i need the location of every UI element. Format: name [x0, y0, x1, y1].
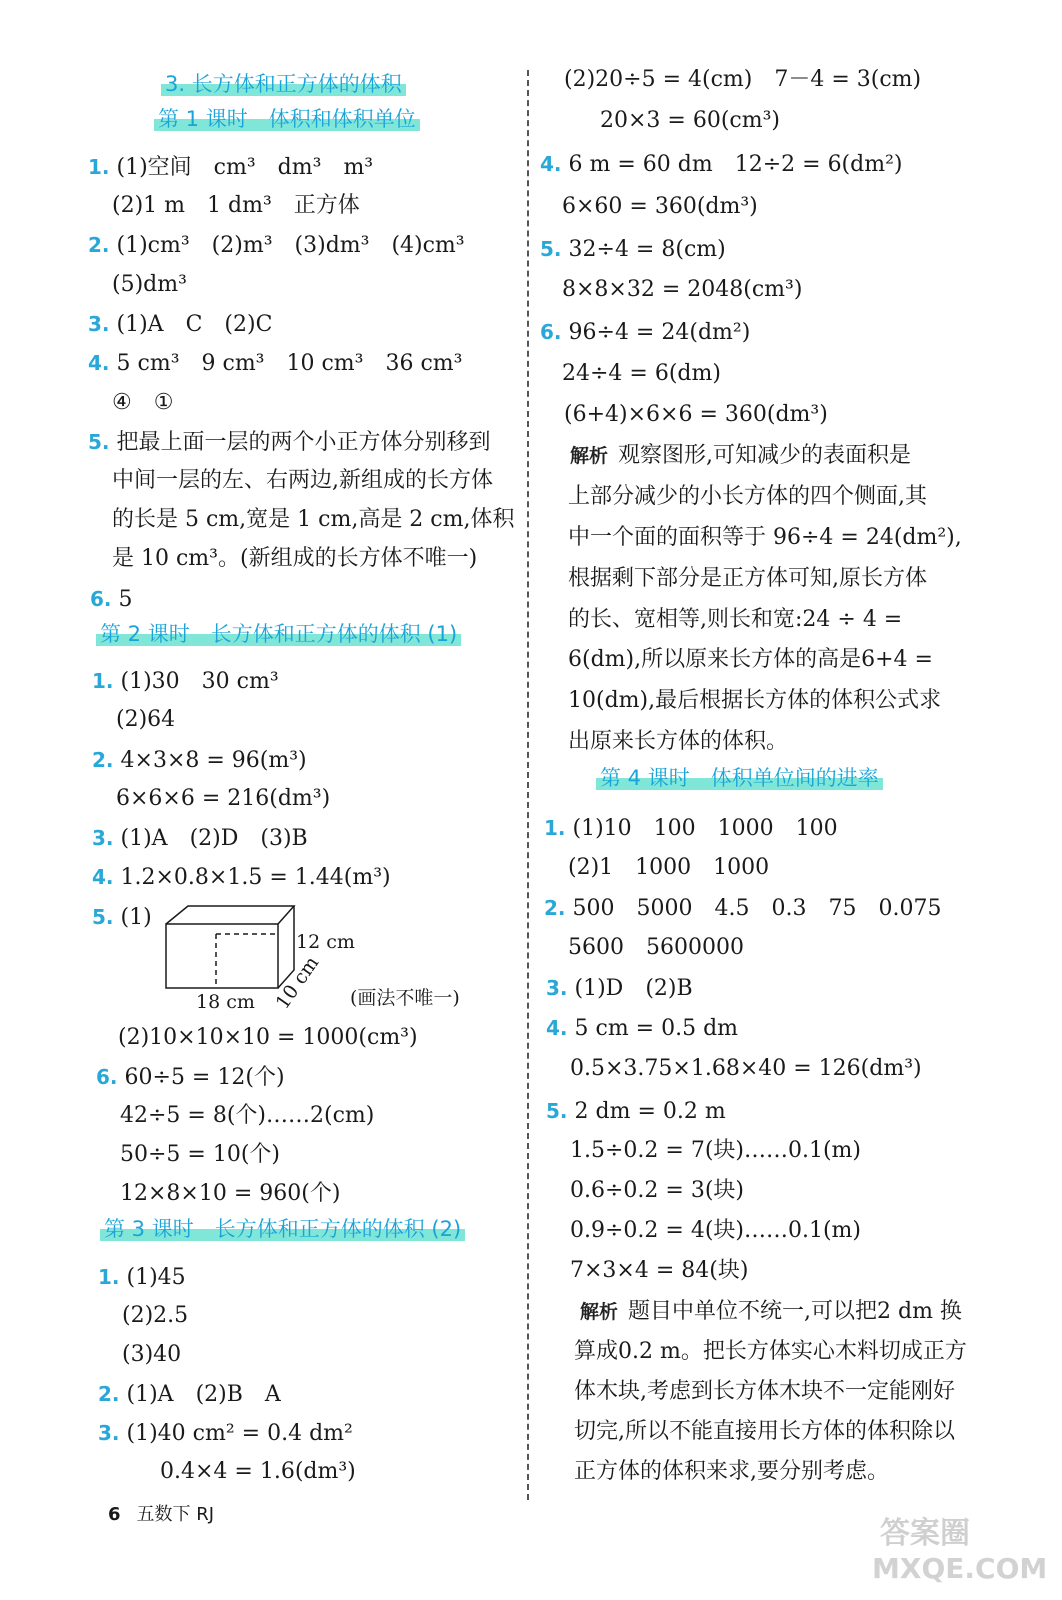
l2-q1: 1. (1)30 30 cm³ — [92, 669, 279, 694]
l1-q6: 6. 5 — [90, 587, 133, 612]
l1-q4b: ④ ① — [112, 390, 174, 415]
r-q6b: 24÷4 = 6(dm) — [562, 361, 721, 386]
analysis-2c: 体木块,考虑到长方体木块不一定能刚好 — [574, 1379, 955, 1404]
analysis-1h: 出原来长方体的体积。 — [568, 729, 789, 754]
page-number: 6 — [108, 1504, 121, 1525]
l4-q2: 2. 500 5000 4.5 0.3 75 0.075 — [544, 896, 942, 921]
analysis-1: 解析 观察图形,可知减少的表面积是 — [570, 443, 912, 468]
r-q4: 4. 6 m = 60 dm 12÷2 = 6(dm²) — [540, 152, 903, 177]
l1-q5d: 是 10 cm³。(新组成的长方体不唯一) — [112, 546, 478, 571]
l4-q2b: 5600 5600000 — [568, 935, 744, 960]
analysis-tag: 解析 — [570, 445, 609, 467]
l4-q4b: 0.5×3.75×1.68×40 = 126(dm³) — [570, 1056, 922, 1081]
analysis-1f: 6(dm),所以原来长方体的高是6+4 = — [568, 647, 933, 672]
analysis-1d: 根据剩下部分是正方体可知,原长方体 — [568, 566, 927, 591]
l2-q2: 2. 4×3×8 = 96(m³) — [92, 748, 307, 773]
l1-q5: 5. 把最上面一层的两个小正方体分别移到 — [88, 430, 491, 455]
l4-q1b: (2)1 1000 1000 — [568, 855, 770, 880]
watermark-logo: 答案圈 — [880, 1516, 970, 1551]
cuboid-height-label: 12 cm — [296, 931, 355, 953]
l3-q3: 3. (1)40 cm² = 0.4 dm² — [98, 1421, 353, 1446]
r-q4b: 6×60 = 360(dm³) — [562, 194, 758, 219]
analysis-1b: 上部分减少的小长方体的四个侧面,其 — [568, 484, 927, 509]
cuboid-length-label: 18 cm — [196, 991, 255, 1013]
l4-q5d: 0.9÷0.2 = 4(块)……0.1(m) — [570, 1218, 862, 1243]
r-q3-part2: (2)20÷5 = 4(cm) 7－4 = 3(cm) — [564, 67, 922, 92]
l3-q3b: 0.4×4 = 1.6(dm³) — [160, 1459, 356, 1484]
r-q6c: (6+4)×6×6 = 360(dm³) — [564, 402, 828, 427]
l3-q1b: (2)2.5 — [122, 1303, 189, 1328]
cuboid-diagram — [160, 900, 510, 1020]
l4-q5: 5. 2 dm = 0.2 m — [546, 1099, 726, 1124]
l1-q3: 3. (1)A C (2)C — [88, 312, 273, 337]
column-divider — [527, 70, 529, 1500]
l2-q1b: (2)64 — [116, 707, 176, 732]
lesson-4-title: 第 4 课时 体积单位间的进率 — [600, 764, 879, 792]
l1-q2b: (5)dm³ — [112, 272, 187, 297]
l1-q4: 4. 5 cm³ 9 cm³ 10 cm³ 36 cm³ — [88, 351, 463, 376]
analysis-tag-2: 解析 — [580, 1301, 619, 1323]
l2-q6b: 42÷5 = 8(个)……2(cm) — [120, 1103, 375, 1128]
l2-q6: 6. 60÷5 = 12(个) — [96, 1065, 285, 1090]
l4-q5c: 0.6÷0.2 = 3(块) — [570, 1178, 744, 1203]
l3-q2: 2. (1)A (2)B A — [98, 1382, 281, 1407]
l4-q3: 3. (1)D (2)B — [546, 976, 693, 1001]
l3-q1c: (3)40 — [122, 1342, 182, 1367]
l4-q4: 4. 5 cm = 0.5 dm — [546, 1016, 739, 1041]
analysis-2e: 正方体的体积来求,要分别考虑。 — [574, 1459, 889, 1484]
cuboid-hidden-edges — [216, 934, 278, 988]
l4-q5e: 7×3×4 = 84(块) — [570, 1258, 749, 1283]
section-title: 3. 长方体和正方体的体积 — [165, 70, 402, 98]
analysis-2b: 算成0.2 m。把长方体实心木料切成正方 — [574, 1339, 967, 1364]
l1-q1: 1. (1)空间 cm³ dm³ m³ — [88, 155, 374, 180]
l1-q5b: 中间一层的左、右两边,新组成的长方体 — [112, 468, 493, 493]
l2-q6d: 12×8×10 = 960(个) — [120, 1181, 341, 1206]
r-q6: 6. 96÷4 = 24(dm²) — [540, 320, 751, 345]
cuboid-top-face — [166, 906, 294, 924]
l2-q5: 5. (1) — [92, 905, 152, 930]
l1-q5c: 的长是 5 cm,宽是 1 cm,高是 2 cm,体积 — [112, 507, 515, 532]
book-label: 五数下 RJ — [136, 1504, 215, 1525]
analysis-1e: 的长、宽相等,则长和宽:24 ÷ 4 = — [568, 607, 903, 632]
analysis-1g: 10(dm),最后根据长方体的体积公式求 — [568, 688, 942, 713]
l1-q1b: (2)1 m 1 dm³ 正方体 — [112, 193, 360, 218]
page-footer — [108, 1500, 214, 1526]
l2-q3: 3. (1)A (2)D (3)B — [92, 826, 308, 851]
l2-q6c: 50÷5 = 10(个) — [120, 1142, 281, 1167]
lesson-3-title: 第 3 课时 长方体和正方体的体积 (2) — [104, 1215, 461, 1243]
analysis-1c: 中一个面的面积等于 96÷4 = 24(dm²), — [568, 525, 962, 550]
lesson-2-title: 第 2 课时 长方体和正方体的体积 (1) — [100, 620, 457, 648]
r-q3-part2b: 20×3 = 60(cm³) — [600, 108, 781, 133]
r-q5b: 8×8×32 = 2048(cm³) — [562, 277, 803, 302]
cuboid-note: (画法不唯一) — [350, 987, 460, 1009]
l1-q2: 2. (1)cm³ (2)m³ (3)dm³ (4)cm³ — [88, 233, 465, 258]
l4-q1: 1. (1)10 100 1000 100 — [544, 816, 838, 841]
l2-q4: 4. 1.2×0.8×1.5 = 1.44(m³) — [92, 865, 391, 890]
l3-q1: 1. (1)45 — [98, 1265, 186, 1290]
r-q5: 5. 32÷4 = 8(cm) — [540, 237, 726, 262]
lesson-1-title: 第 1 课时 体积和体积单位 — [158, 105, 416, 133]
watermark-url: MXQE.COM — [872, 1552, 1048, 1585]
cuboid-width-label: 10 cm — [271, 952, 324, 1014]
l2-q5b: (2)10×10×10 = 1000(cm³) — [118, 1025, 418, 1050]
l2-q2b: 6×6×6 = 216(dm³) — [116, 786, 331, 811]
analysis-2: 解析 题目中单位不统一,可以把2 dm 换 — [580, 1299, 962, 1324]
analysis-2d: 切完,所以不能直接用长方体的体积除以 — [574, 1419, 955, 1444]
l4-q5b: 1.5÷0.2 = 7(块)……0.1(m) — [570, 1138, 862, 1163]
